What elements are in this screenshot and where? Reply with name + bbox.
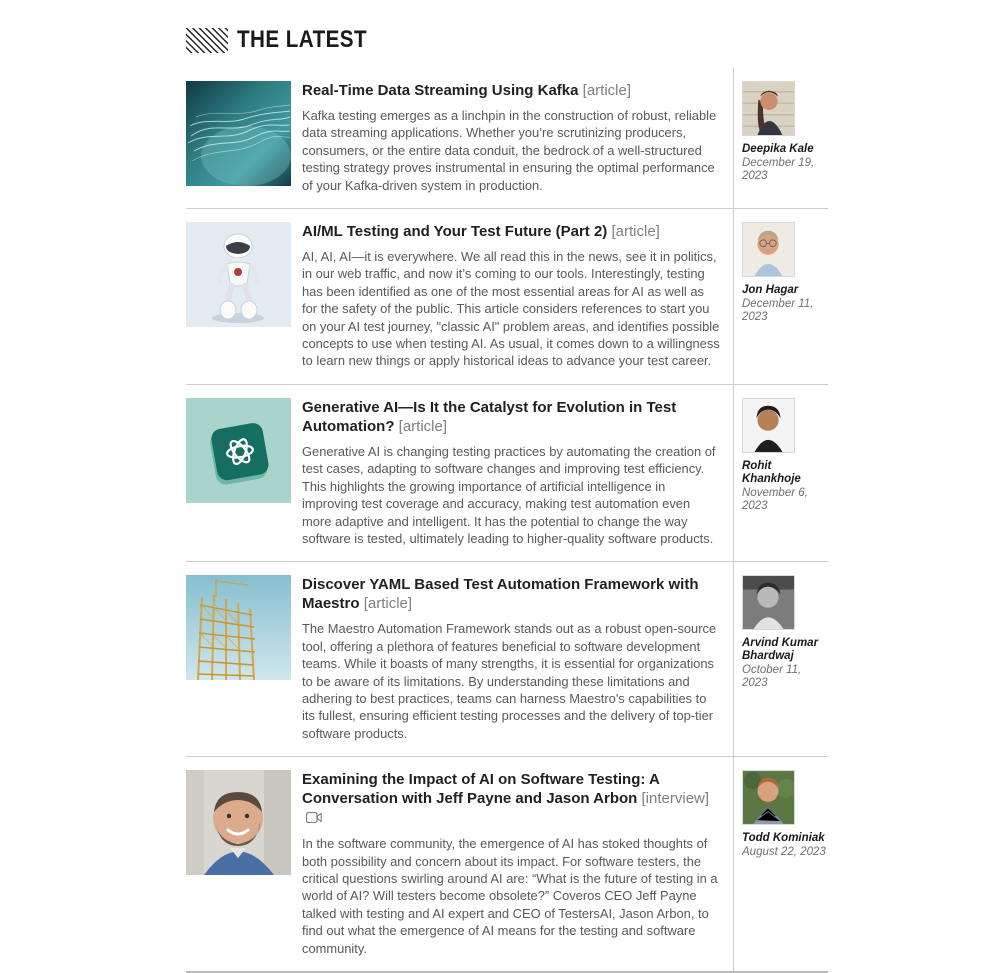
article-row-generative-ai [186, 385, 828, 562]
article-row-aiml [186, 209, 828, 385]
article-summary: Generative AI is changing testing practices by automating the creation of test cases, adapting to software changes and improving test efficiency. This highlights the growing importance of artificial intelligence in improving test coverage and accuracy, making test automation even more adaptive and intelligent. It has the potential to change the way software is tested, ultimately leading to higher-quality software products. [302, 443, 716, 546]
article-row-maestro [186, 562, 828, 757]
author-photo-deepika-kale[interactable] [742, 81, 795, 136]
article-thumbnail-openai-logo-tile-icon[interactable] [186, 398, 291, 503]
article-type-tag: [article] [363, 595, 413, 613]
article-title-line [302, 398, 721, 436]
article-title-link[interactable]: Discover YAML Based Test Automation Framework with Maestro [302, 576, 699, 613]
author-name[interactable]: Jon Hagar [742, 284, 799, 297]
author-photo-jon-hagar[interactable] [742, 222, 795, 277]
article-body [302, 385, 733, 561]
article-title-line [302, 770, 721, 828]
article-type-tag: [article] [398, 417, 448, 435]
author-column [733, 209, 828, 384]
article-thumbnail-abstract-teal-data-streams-icon[interactable] [186, 81, 291, 186]
author-photo-arvind-kumar-bhardwaj[interactable] [742, 575, 795, 630]
article-title-line [302, 81, 721, 100]
article-body [302, 562, 733, 756]
article-body [302, 209, 733, 384]
section-header [186, 26, 828, 54]
author-column [733, 757, 828, 971]
article-title-line [302, 575, 721, 613]
section-title: THE LATEST [237, 26, 368, 53]
article-thumbnail-jeff-payne-portrait-icon[interactable] [186, 770, 291, 875]
article-type-tag: [article] [582, 82, 632, 99]
article-title-link[interactable]: AI/ML Testing and Your Test Future (Part 2) [302, 223, 608, 241]
hatch-stripes-icon [186, 28, 228, 53]
article-title-link[interactable]: Generative AI—Is It the Catalyst for Evolution in Test Automation? [302, 398, 677, 435]
article-date: November 6, 2023 [742, 486, 808, 512]
article-title-line [302, 222, 721, 241]
article-type-tag: [interview] [641, 790, 710, 808]
article-date: August 22, 2023 [742, 846, 826, 859]
author-column [733, 385, 828, 561]
article-thumbnail-white-robot-icon[interactable] [186, 222, 291, 327]
author-name[interactable]: Todd Kominiak [742, 832, 825, 845]
article-summary: AI, AI, AI—it is everywhere. We all read this in the news, see it in politics, in our web traffic, and now it’s coming to our tools. Interestingly, testing has been identified as one of the most essential areas for AI as well as for the safety of the public. This article considers references to start you on your AI test journey, "classic AI" problem areas, and identifies possible concepts to use when testing AI. As usual, it comes down to a willingness to learn new things or apply historical ideas to advance your test career. [302, 249, 720, 369]
author-column [733, 68, 828, 208]
article-date: October 11, 2023 [742, 664, 802, 690]
article-date: December 11, 2023 [742, 298, 814, 324]
article-date: December 19, 2023 [742, 157, 815, 182]
article-row-kafka [186, 68, 828, 209]
article-summary: Kafka testing emerges as a linchpin in the construction of robust, reliable data streaming applications. Whether you’re scrutinizing producers, consumers, or the entire data conduit, the bedrock of a well-structured testing strategy proves instrumental in ensuring the optimal performance of your Kafka-driven system in production. [302, 108, 717, 193]
author-name[interactable]: Rohit Khankhoje [742, 459, 801, 485]
article-type-tag: [article] [611, 223, 660, 241]
latest-section [186, 26, 828, 973]
article-row-interview [186, 757, 828, 973]
article-body [302, 68, 733, 208]
article-summary: In the software community, the emergence of AI has stoked thoughts of both possibility and concern about its impact. For software testers, the critical questions swirling around AI are: “What is the future of testing in a world of AI? Will testers become obsolete?” Coveros CEO Jeff Payne talked with testing and AI expert and CEO of TestersAI, Jason Arbon, to find out what the emergence of AI means for the testing and software community. [302, 836, 718, 956]
video-camera-icon [306, 809, 322, 828]
author-photo-todd-kominiak[interactable] [742, 770, 795, 825]
article-title-link[interactable]: Examining the Impact of AI on Software Testing: A Conversation with Jeff Payne and Jason Arbon [302, 771, 660, 808]
article-body [302, 757, 733, 971]
author-column [733, 562, 828, 756]
author-name[interactable]: Deepika Kale [742, 143, 814, 155]
author-name[interactable]: Arvind Kumar Bhardwaj [742, 637, 819, 663]
author-photo-rohit-khankhoje[interactable] [742, 398, 795, 453]
article-title-link[interactable]: Real-Time Data Streaming Using Kafka [302, 82, 579, 99]
article-thumbnail-construction-scaffolding-icon[interactable] [186, 575, 291, 680]
article-summary: The Maestro Automation Framework stands out as a robust open-source tool, offering a plethora of features beneficial to software development teams. While it boasts of many strengths, it is essential for organizations to be aware of its limitations. By understanding these limitations and adhering to best practices, teams can harness Maestro's capabilities to its fullest, ensuring efficient testing processes and the delivery of top-tier software products. [302, 621, 717, 741]
